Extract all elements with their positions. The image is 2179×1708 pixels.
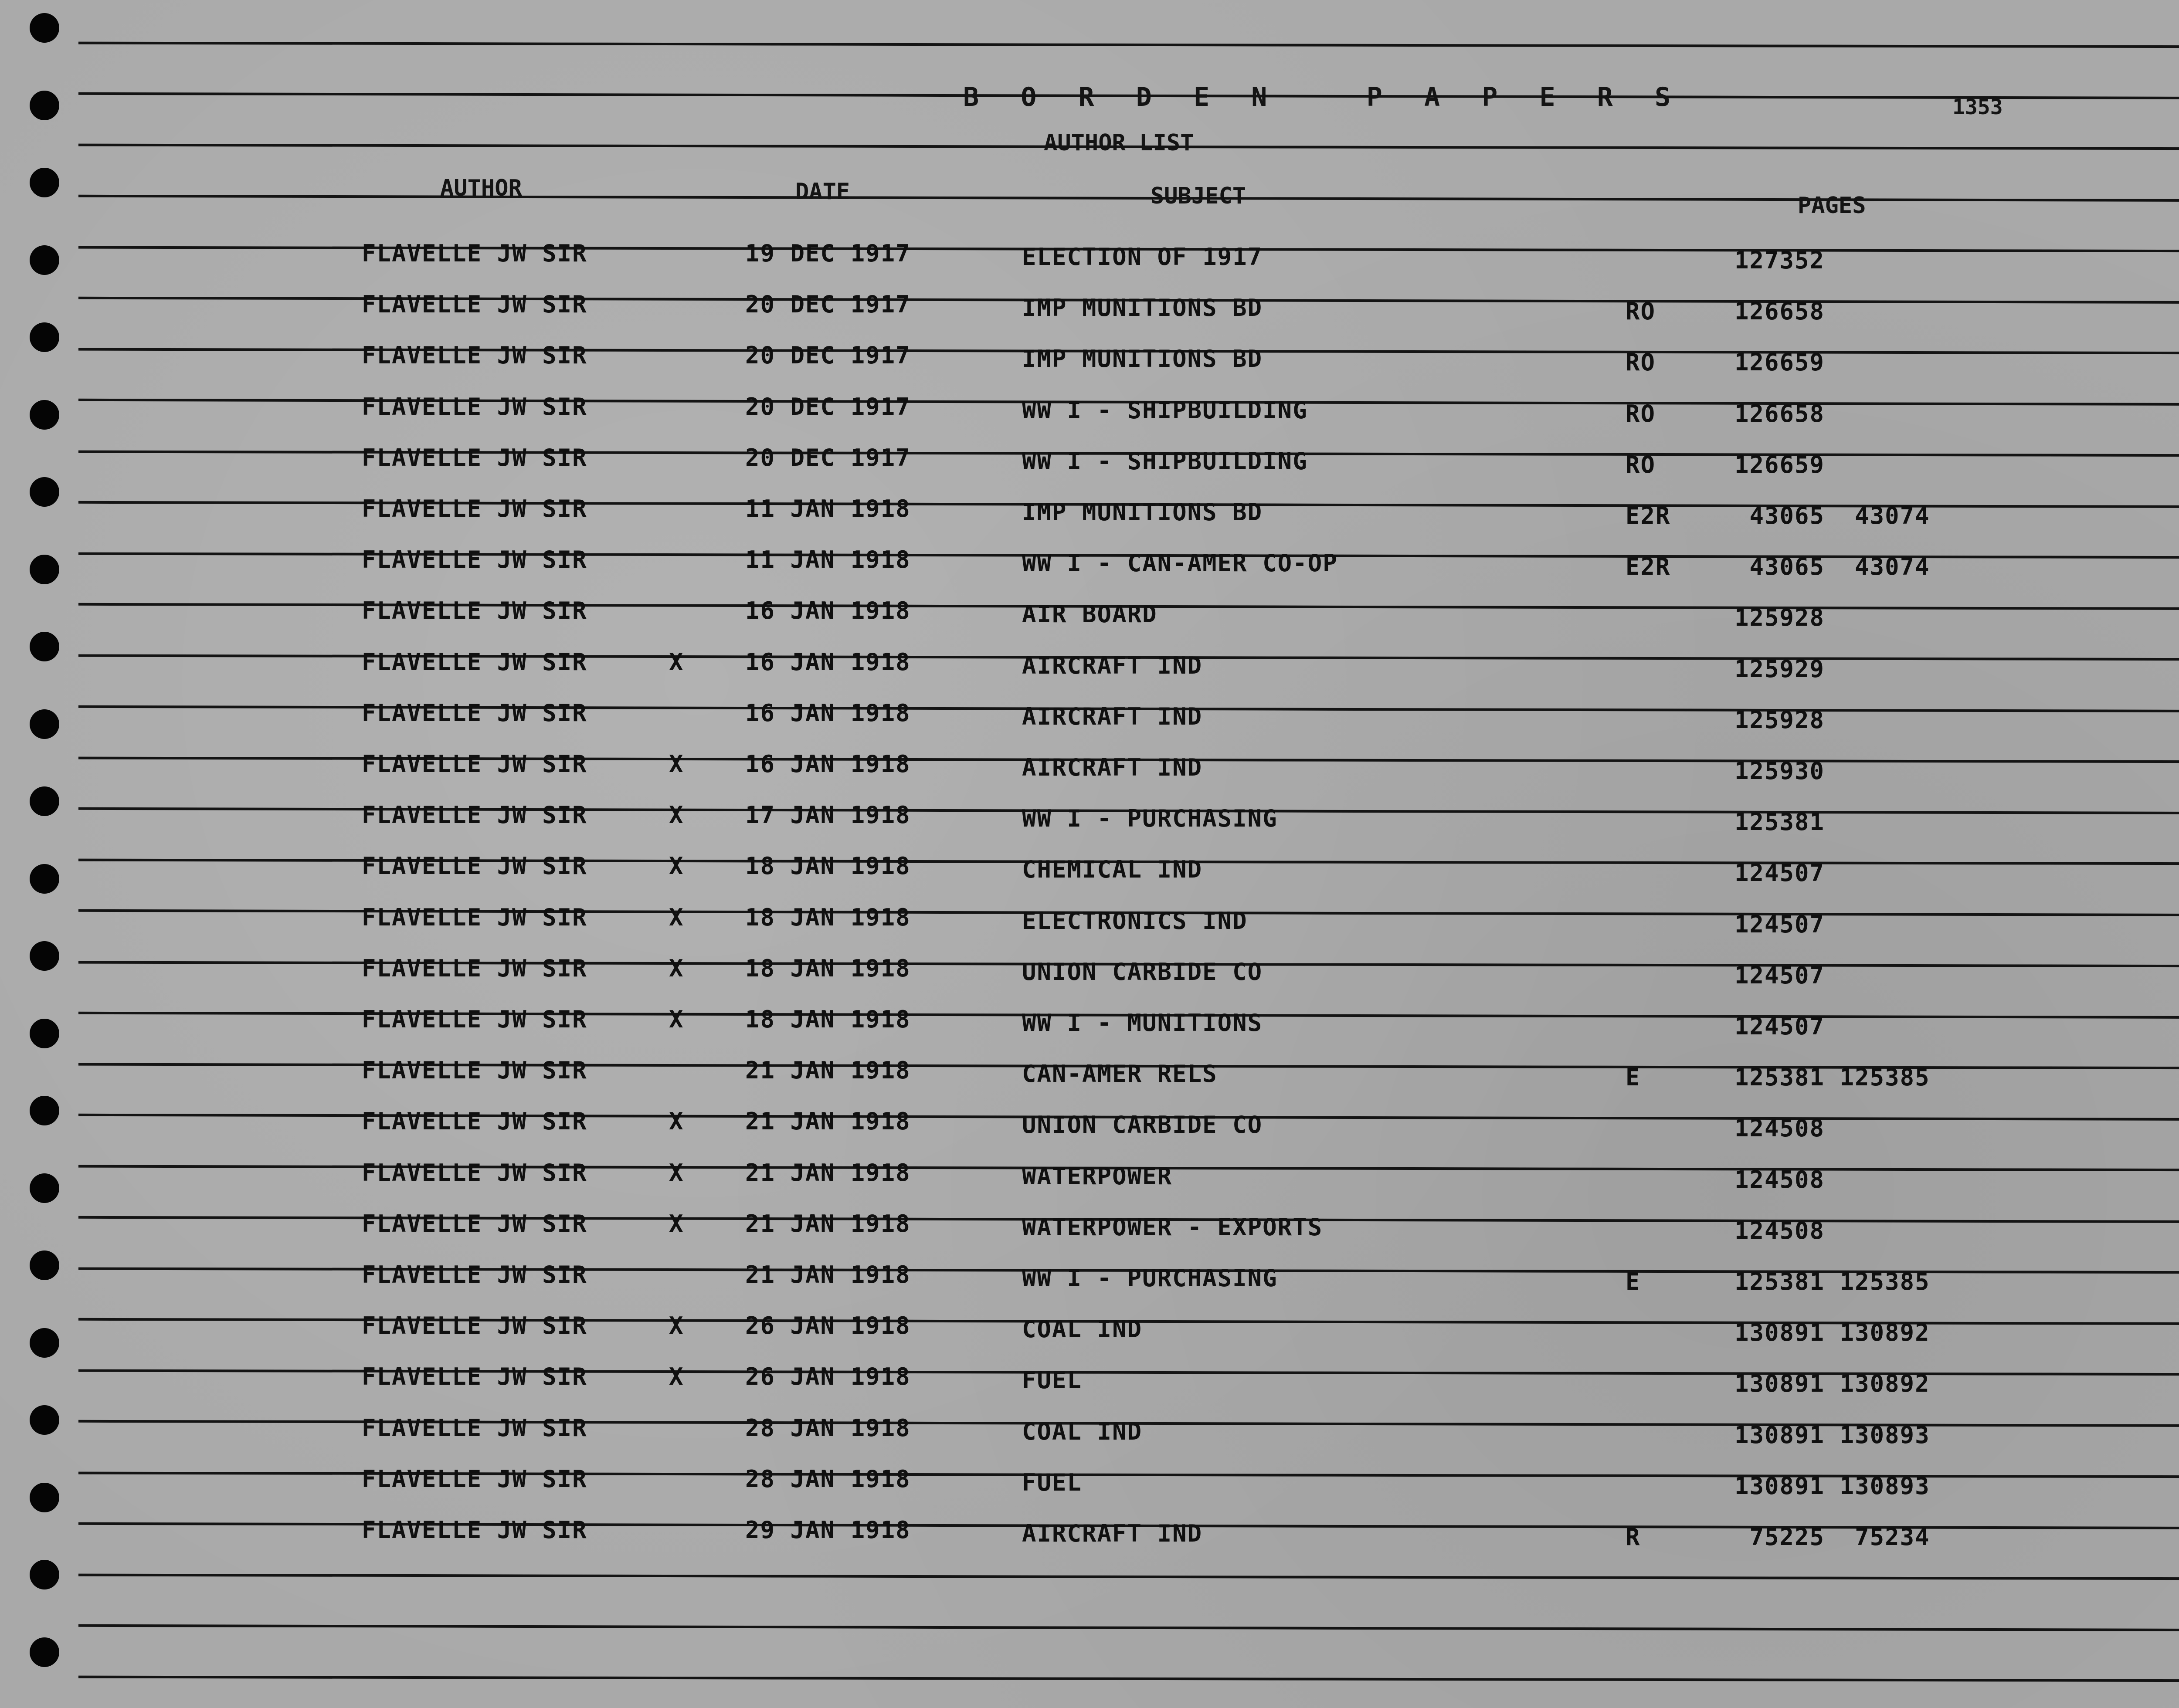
table-row [0, 1044, 2179, 1095]
date-cell: 21 JAN 1918 [745, 1057, 911, 1084]
date-cell: 20 DEC 1917 [745, 342, 911, 369]
date-cell: 21 JAN 1918 [745, 1261, 911, 1288]
date-cell: 16 JAN 1918 [745, 699, 911, 727]
author-cell: FLAVELLE JW SIR [362, 393, 587, 420]
subject-cell: AIRCRAFT IND [1022, 702, 1203, 730]
subject-cell: WATERPOWER - EXPORTS [1022, 1213, 1323, 1241]
date-cell: 16 JAN 1918 [745, 648, 911, 676]
pages-cell: 130891 130893 [1734, 1421, 1930, 1449]
subject-cell: WW I - CAN-AMER CO-OP [1022, 549, 1338, 577]
date-cell: 19 DEC 1917 [745, 240, 911, 267]
author-cell: FLAVELLE JW SIR [362, 1516, 587, 1544]
feed-hole [30, 1637, 59, 1667]
table-row [0, 942, 2179, 993]
ruled-line [78, 1574, 2179, 1580]
page-number: 1353 [1952, 95, 2003, 119]
author-cell: FLAVELLE JW SIR [362, 1210, 587, 1237]
flag-cell: X [669, 903, 684, 931]
date-cell: 18 JAN 1918 [745, 954, 911, 982]
table-row [0, 1504, 2179, 1555]
subject-cell: AIRCRAFT IND [1022, 754, 1203, 781]
ruled-line [78, 1624, 2179, 1631]
feed-hole [30, 13, 59, 43]
subject-cell: FUEL [1022, 1366, 1083, 1394]
author-cell: FLAVELLE JW SIR [362, 648, 587, 676]
date-cell: 29 JAN 1918 [745, 1516, 911, 1544]
pages-cell: 124507 [1734, 961, 1825, 989]
subject-cell: AIRCRAFT IND [1022, 1520, 1203, 1547]
pages-cell: 125929 [1734, 655, 1825, 683]
table-row [0, 381, 2179, 432]
author-cell: FLAVELLE JW SIR [362, 342, 587, 369]
subject-cell: CAN-AMER RELS [1022, 1060, 1218, 1088]
flag-cell: X [669, 954, 684, 982]
pages-cell: 125381 [1734, 808, 1825, 836]
author-cell: FLAVELLE JW SIR [362, 1363, 587, 1391]
pages-cell: 124507 [1734, 1013, 1825, 1040]
table-row [0, 227, 2179, 278]
date-cell: 17 JAN 1918 [745, 801, 911, 829]
subject-cell: WW I - PURCHASING [1022, 805, 1278, 833]
date-cell: 26 JAN 1918 [745, 1312, 911, 1340]
pages-cell: 127352 [1734, 247, 1825, 274]
flag-cell: X [669, 1159, 684, 1186]
table-row [0, 1453, 2179, 1504]
author-cell: FLAVELLE JW SIR [362, 240, 587, 267]
table-row [0, 636, 2179, 687]
feed-hole [30, 168, 59, 197]
date-cell: 18 JAN 1918 [745, 852, 911, 880]
subject-cell: UNION CARBIDE CO [1022, 1111, 1263, 1139]
author-cell: FLAVELLE JW SIR [362, 852, 587, 880]
author-cell: FLAVELLE JW SIR [362, 1261, 587, 1288]
pages-cell: 126658 [1734, 298, 1825, 325]
flag-cell: X [669, 801, 684, 829]
author-cell: FLAVELLE JW SIR [362, 597, 587, 625]
author-cell: FLAVELLE JW SIR [362, 546, 587, 574]
code-cell: RO [1626, 451, 1656, 478]
date-cell: 20 DEC 1917 [745, 291, 911, 319]
flag-cell: X [669, 750, 684, 778]
table-row [0, 432, 2179, 483]
table-row [0, 329, 2179, 380]
subject-cell: IMP MUNITIONS BD [1022, 498, 1263, 526]
table-row [0, 687, 2179, 738]
code-cell: R [1626, 1523, 1641, 1551]
code-cell: RO [1626, 400, 1656, 427]
author-cell: FLAVELLE JW SIR [362, 903, 587, 931]
author-cell: FLAVELLE JW SIR [362, 801, 587, 829]
date-cell: 20 DEC 1917 [745, 393, 911, 420]
subject-cell: ELECTION OF 1917 [1022, 243, 1263, 271]
flag-cell: X [669, 852, 684, 880]
subject-cell: AIRCRAFT IND [1022, 651, 1203, 679]
subject-cell: COAL IND [1022, 1417, 1143, 1445]
subject-cell: WATERPOWER [1022, 1162, 1173, 1190]
code-cell: RO [1626, 298, 1656, 325]
subject-cell: FUEL [1022, 1468, 1083, 1496]
flag-cell: X [669, 1363, 684, 1391]
author-cell: FLAVELLE JW SIR [362, 1006, 587, 1033]
pages-cell: 125930 [1734, 757, 1825, 785]
flag-cell: X [669, 1006, 684, 1033]
pages-cell: 43065 43074 [1734, 553, 1930, 581]
ruled-line [78, 1676, 2179, 1682]
column-header-pages: PAGES [1798, 193, 1866, 219]
flag-cell: X [669, 1108, 684, 1135]
pages-cell: 125928 [1734, 706, 1825, 734]
pages-cell: 124508 [1734, 1166, 1825, 1193]
pages-cell: 130891 130892 [1734, 1370, 1930, 1398]
subject-cell: ELECTRONICS IND [1022, 907, 1248, 935]
pages-cell: 124507 [1734, 910, 1825, 938]
date-cell: 28 JAN 1918 [745, 1414, 911, 1442]
table-row [0, 1351, 2179, 1402]
pages-cell: 126659 [1734, 451, 1825, 478]
table-row [0, 278, 2179, 329]
flag-cell: X [669, 648, 684, 676]
pages-cell: 124508 [1734, 1115, 1825, 1142]
date-cell: 28 JAN 1918 [745, 1465, 911, 1493]
subject-cell: IMP MUNITIONS BD [1022, 345, 1263, 373]
author-cell: FLAVELLE JW SIR [362, 291, 587, 319]
date-cell: 16 JAN 1918 [745, 750, 911, 778]
code-cell: E2R [1626, 553, 1671, 581]
date-cell: 20 DEC 1917 [745, 444, 911, 471]
date-cell: 18 JAN 1918 [745, 903, 911, 931]
author-cell: FLAVELLE JW SIR [362, 495, 587, 522]
pages-cell: 126659 [1734, 349, 1825, 376]
pages-cell: 125381 125385 [1734, 1064, 1930, 1091]
feed-hole [30, 91, 59, 120]
table-row [0, 738, 2179, 789]
flag-cell: X [669, 1210, 684, 1237]
table-row [0, 1300, 2179, 1351]
date-cell: 16 JAN 1918 [745, 597, 911, 625]
author-cell: FLAVELLE JW SIR [362, 1108, 587, 1135]
author-cell: FLAVELLE JW SIR [362, 699, 587, 727]
table-row [0, 585, 2179, 636]
pages-cell: 125381 125385 [1734, 1268, 1930, 1295]
pages-cell: 43065 43074 [1734, 502, 1930, 529]
ruled-line [78, 42, 2179, 48]
subject-cell: IMP MUNITIONS BD [1022, 294, 1263, 322]
subject-cell: WW I - SHIPBUILDING [1022, 447, 1308, 475]
pages-cell: 75225 75234 [1734, 1523, 1930, 1551]
column-header-author: AUTHOR [440, 175, 522, 201]
author-cell: FLAVELLE JW SIR [362, 750, 587, 778]
author-cell: FLAVELLE JW SIR [362, 1159, 587, 1186]
table-row [0, 789, 2179, 840]
table-row [0, 1147, 2179, 1198]
subject-cell: WW I - PURCHASING [1022, 1264, 1278, 1292]
table-row [0, 840, 2179, 891]
pages-cell: 124508 [1734, 1217, 1825, 1244]
author-cell: FLAVELLE JW SIR [362, 1312, 587, 1340]
author-cell: FLAVELLE JW SIR [362, 444, 587, 471]
table-row [0, 1249, 2179, 1300]
pages-cell: 126658 [1734, 400, 1825, 427]
date-cell: 21 JAN 1918 [745, 1108, 911, 1135]
feed-hole [30, 1560, 59, 1589]
code-cell: RO [1626, 349, 1656, 376]
subject-cell: UNION CARBIDE CO [1022, 958, 1263, 986]
subject-cell: COAL IND [1022, 1315, 1143, 1343]
table-row [0, 1402, 2179, 1453]
code-cell: E [1626, 1064, 1641, 1091]
date-cell: 21 JAN 1918 [745, 1210, 911, 1237]
table-row [0, 534, 2179, 585]
date-cell: 18 JAN 1918 [745, 1006, 911, 1033]
list-subtitle: AUTHOR LIST [1044, 130, 1194, 156]
pages-cell: 130891 130893 [1734, 1472, 1930, 1500]
date-cell: 21 JAN 1918 [745, 1159, 911, 1186]
table-row [0, 1198, 2179, 1249]
author-cell: FLAVELLE JW SIR [362, 1414, 587, 1442]
date-cell: 26 JAN 1918 [745, 1363, 911, 1391]
code-cell: E [1626, 1268, 1641, 1295]
table-row [0, 993, 2179, 1044]
pages-cell: 125928 [1734, 604, 1825, 632]
document-title: B O R D E N P A P E R S [963, 82, 1684, 112]
table-row [0, 483, 2179, 534]
table-row [0, 1095, 2179, 1146]
pages-cell: 130891 130892 [1734, 1319, 1930, 1347]
author-cell: FLAVELLE JW SIR [362, 1057, 587, 1084]
code-cell: E2R [1626, 502, 1671, 529]
table-row [0, 891, 2179, 942]
subject-cell: WW I - SHIPBUILDING [1022, 396, 1308, 424]
date-cell: 11 JAN 1918 [745, 546, 911, 574]
date-cell: 11 JAN 1918 [745, 495, 911, 522]
author-cell: FLAVELLE JW SIR [362, 1465, 587, 1493]
subject-cell: AIR BOARD [1022, 600, 1157, 628]
author-cell: FLAVELLE JW SIR [362, 954, 587, 982]
pages-cell: 124507 [1734, 859, 1825, 887]
flag-cell: X [669, 1312, 684, 1340]
subject-cell: CHEMICAL IND [1022, 856, 1203, 884]
column-header-date: DATE [795, 179, 850, 205]
subject-cell: WW I - MUNITIONS [1022, 1009, 1263, 1037]
column-header-subject: SUBJECT [1151, 183, 1246, 209]
